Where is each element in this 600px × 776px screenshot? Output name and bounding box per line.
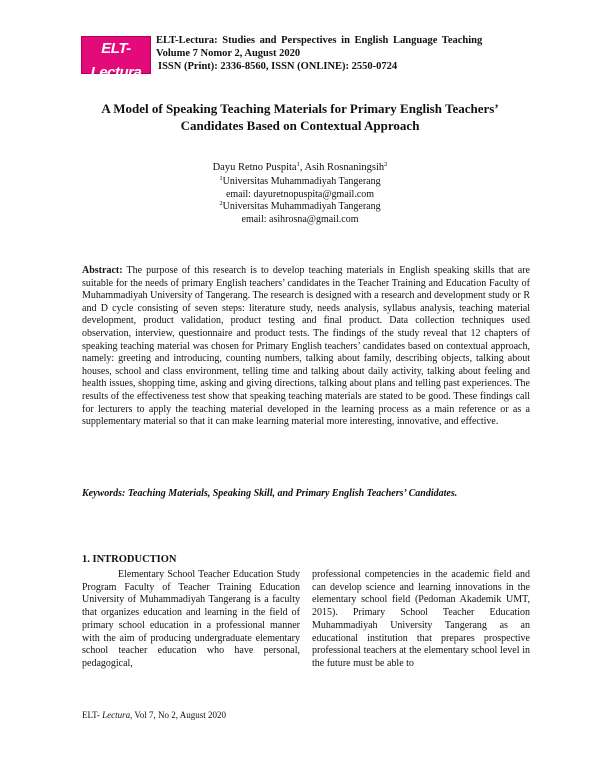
footer-prefix: ELT- xyxy=(82,710,103,720)
journal-name: ELT-Lectura: Studies and Perspectives in English Language Teaching xyxy=(156,35,483,46)
journal-logo xyxy=(81,36,197,91)
author-1-sup: 1 xyxy=(296,161,300,168)
abstract xyxy=(82,265,530,429)
affiliation-2 xyxy=(100,201,500,213)
body-right-column: professional competencies in the academic field and can develop science and learning innovations in the elementary school field (Pedoman Akademik UMT, 2015). Primary School Teacher Education Muhammadiyah University Tangerang as an educational institution that prepares prospective professional teachers at the elementary school level in the future must be able to xyxy=(312,569,530,669)
affiliation-2-sup: 2 xyxy=(219,200,223,208)
affiliation-1-text: Universitas Muhammadiyah Tangerang xyxy=(222,176,381,188)
author-2-sup: 2 xyxy=(384,161,388,168)
author-2: Asih Rosnaningsih xyxy=(304,162,385,173)
title-line-2: Candidates Based on Contextual Approach xyxy=(180,118,420,133)
footer-suffix: , Vol 7, No 2, August 2020 xyxy=(130,710,227,720)
affiliation-2-text: Universitas Muhammadiyah Tangerang xyxy=(222,201,381,213)
abstract-text: The purpose of this research is to develop teaching materials in English speaking skills that are suitable for the needs of primary English teachers’ candidates in the Teacher Training and Education Faculty of Muhammadiyah University of Tangerang. The research is designed with a research and development study or R and D cycle consisting of seven steps: literature study, needs analysis, syllabus analysis, teaching material development, product validation, product testing and final product. Data collection techniques used observation, interview, questionnaire and product tests. The findings of the study reveal that 12 chapters of speaking teaching material was chosen for Primary English teachers’ candidates based on contextual approach, namely: greeting and introducing, counting numbers, talking about family, describing objects, talking about houses, school and class environment, telling time and talking about daily activity, talking about feeling and health issues, shopping time, asking and giving directions, talking about plans and telling past experiences. The results of the effectiveness test show that speaking teaching materials are stated to be good. These findings call for lecturers to apply the teaching material developed in the learning process as a main reference or as a supplementary material so that it can make learning material more interesting, innovative, and effective. xyxy=(82,265,530,428)
author-names xyxy=(100,162,500,174)
affiliation-1-sup: 1 xyxy=(219,175,223,183)
email-2[interactable]: email: asihrosna@gmail.com xyxy=(241,213,359,225)
page-footer xyxy=(82,710,226,720)
abstract-label: Abstract: xyxy=(82,265,123,276)
keywords: Keywords: Teaching Materials, Speaking Skill, and Primary English Teachers’ Candidates. xyxy=(82,488,458,499)
logo-subtext: STUDIES AND PERSPECTIVES IN ENGLISH LANGUAGE TEACHING xyxy=(82,87,197,91)
paper-title xyxy=(60,100,540,134)
footer-journal: Lectura xyxy=(102,710,131,720)
journal-info xyxy=(156,34,516,73)
logo-text: ELT-Lectura xyxy=(90,40,142,81)
body-left-column: Elementary School Teacher Education Study Program Faculty of Teacher Training Education University of Muhammadiyah Tangerang is a faculty that organizes education and learning in the field of primary school education in a professional manner with the aim of producing undergraduate elementary school teacher education who have personal, pedagogical, xyxy=(82,569,300,669)
journal-volume: Volume 7 Nomor 2, August 2020 xyxy=(156,48,301,59)
affiliation-1 xyxy=(100,176,500,188)
author-1: Dayu Retno Puspita xyxy=(212,162,297,173)
email-1[interactable]: email: dayuretnopuspita@gmail.com xyxy=(225,188,375,200)
title-line-1: A Model of Speaking Teaching Materials for Primary English Teachers’ xyxy=(101,101,499,116)
section-heading: 1. INTRODUCTION xyxy=(82,554,177,565)
author-separator: , xyxy=(299,162,305,173)
author-block xyxy=(100,162,500,226)
journal-issn: ISSN (Print): 2336-8560, ISSN (ONLINE): 2550-0724 xyxy=(158,61,398,72)
